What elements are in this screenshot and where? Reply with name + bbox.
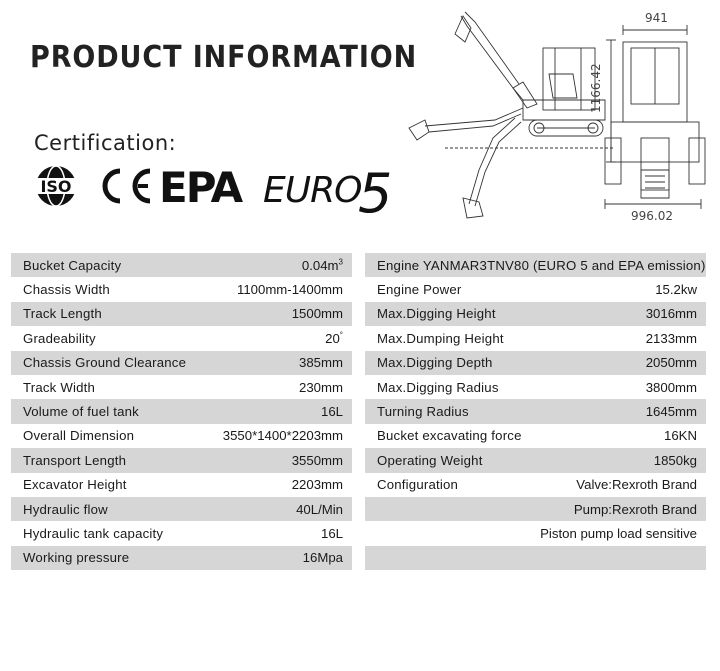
spec-label: Engine YANMAR3TNV80 (EURO 5 and EPA emission) bbox=[377, 257, 706, 273]
svg-text:EPA: EPA bbox=[159, 163, 242, 212]
spec-value: 3800mm bbox=[645, 379, 697, 395]
spec-label: Bucket excavating force bbox=[377, 428, 522, 444]
certification-label: Certification: bbox=[34, 131, 177, 155]
ce-logo bbox=[105, 171, 150, 201]
spec-row bbox=[11, 448, 352, 472]
spec-value: Piston pump load sensitive bbox=[540, 525, 697, 541]
spec-value: 3016mm bbox=[645, 306, 697, 322]
spec-row bbox=[11, 351, 352, 375]
spec-row bbox=[11, 521, 352, 545]
spec-row bbox=[11, 302, 352, 326]
spec-value: 3550mm bbox=[291, 452, 343, 468]
spec-table-right bbox=[365, 253, 706, 570]
spec-row bbox=[11, 253, 352, 277]
spec-label: Overall Dimension bbox=[23, 428, 135, 444]
spec-value: 1100mm-1400mm bbox=[236, 282, 343, 298]
spec-row bbox=[365, 497, 706, 521]
spec-label: Hydraulic tank capacity bbox=[23, 525, 164, 541]
spec-value: 16L bbox=[320, 404, 343, 420]
spec-label: Chassis Width bbox=[23, 282, 110, 298]
dimension-bottom-width: 996.02 bbox=[631, 209, 673, 223]
spec-value: 16Mpa bbox=[302, 550, 343, 566]
spec-label: Track Width bbox=[23, 379, 96, 395]
svg-text:EURO: EURO bbox=[263, 170, 362, 211]
spec-label: Max.Dumping Height bbox=[377, 330, 504, 346]
spec-label: Chassis Ground Clearance bbox=[23, 355, 187, 371]
spec-row bbox=[11, 497, 352, 521]
svg-text:5: 5 bbox=[358, 162, 393, 214]
spec-row bbox=[365, 399, 706, 423]
iso-logo bbox=[34, 166, 78, 206]
spec-label: Bucket Capacity bbox=[23, 257, 122, 273]
spec-value: 40L/Min bbox=[296, 501, 343, 517]
spec-label: Max.Digging Radius bbox=[377, 379, 499, 395]
spec-label: Max.Digging Depth bbox=[377, 355, 493, 371]
spec-row bbox=[365, 326, 706, 350]
spec-table-left bbox=[11, 253, 352, 570]
dimension-height: 1166.42 bbox=[589, 63, 603, 113]
spec-value: 1850kg bbox=[653, 452, 697, 468]
spec-row bbox=[11, 375, 352, 399]
spec-value-superscript: ° bbox=[339, 330, 343, 340]
spec-label: Configuration bbox=[377, 477, 459, 493]
epa-logo bbox=[159, 163, 244, 212]
spec-label: Track Length bbox=[23, 306, 102, 322]
spec-value: Valve:Rexroth Brand bbox=[576, 477, 697, 493]
excavator-diagram bbox=[405, 8, 715, 226]
spec-label: Volume of fuel tank bbox=[23, 404, 139, 420]
spec-row bbox=[11, 424, 352, 448]
euro5-logo bbox=[263, 162, 392, 214]
spec-label: Transport Length bbox=[23, 452, 127, 468]
spec-label: Max.Digging Height bbox=[377, 306, 496, 322]
spec-row bbox=[365, 521, 706, 545]
spec-label: Working pressure bbox=[23, 550, 130, 566]
dimension-top-width: 941 bbox=[645, 11, 668, 25]
spec-row bbox=[365, 302, 706, 326]
spec-row bbox=[11, 473, 352, 497]
spec-row bbox=[365, 253, 706, 277]
spec-row bbox=[365, 473, 706, 497]
spec-value: 230mm bbox=[299, 379, 343, 395]
spec-label: Operating Weight bbox=[377, 452, 483, 468]
spec-value: 385mm bbox=[299, 355, 343, 371]
spec-row bbox=[365, 351, 706, 375]
spec-row bbox=[11, 277, 352, 301]
spec-value: 1500mm bbox=[291, 306, 343, 322]
svg-text:ISO: ISO bbox=[40, 177, 72, 196]
excavator-front-view bbox=[605, 25, 705, 209]
spec-value: 1645mm bbox=[645, 404, 697, 420]
spec-row bbox=[365, 424, 706, 448]
spec-row bbox=[365, 448, 706, 472]
spec-value: 2133mm bbox=[645, 330, 697, 346]
spec-row bbox=[11, 546, 352, 570]
spec-row bbox=[11, 399, 352, 423]
excavator-side-view bbox=[409, 12, 615, 218]
spec-value: 3550*1400*2203mm bbox=[222, 428, 343, 444]
spec-value: 16KN bbox=[664, 428, 697, 444]
spec-label: Turning Radius bbox=[377, 404, 469, 420]
spec-value: 20° bbox=[325, 330, 343, 346]
spec-value-superscript: 3 bbox=[338, 257, 343, 267]
spec-value: $0.04m^3$ bbox=[301, 257, 343, 273]
spec-value: 2203mm bbox=[291, 477, 343, 493]
spec-label: Engine Power bbox=[377, 282, 462, 298]
spec-row bbox=[365, 375, 706, 399]
spec-value: 16L bbox=[320, 525, 343, 541]
spec-value: 2050mm bbox=[645, 355, 697, 371]
spec-row bbox=[365, 546, 706, 570]
spec-value: 15.2kw bbox=[655, 282, 697, 298]
spec-row bbox=[365, 277, 706, 301]
spec-row bbox=[11, 326, 352, 350]
spec-label: Excavator Height bbox=[23, 477, 127, 493]
spec-label: Hydraulic flow bbox=[23, 501, 108, 517]
certification-logos bbox=[34, 162, 404, 214]
spec-label: Gradeability bbox=[23, 330, 96, 346]
spec-value: Pump:Rexroth Brand bbox=[573, 501, 697, 517]
page-title: PRODUCT INFORMATION bbox=[30, 40, 418, 75]
